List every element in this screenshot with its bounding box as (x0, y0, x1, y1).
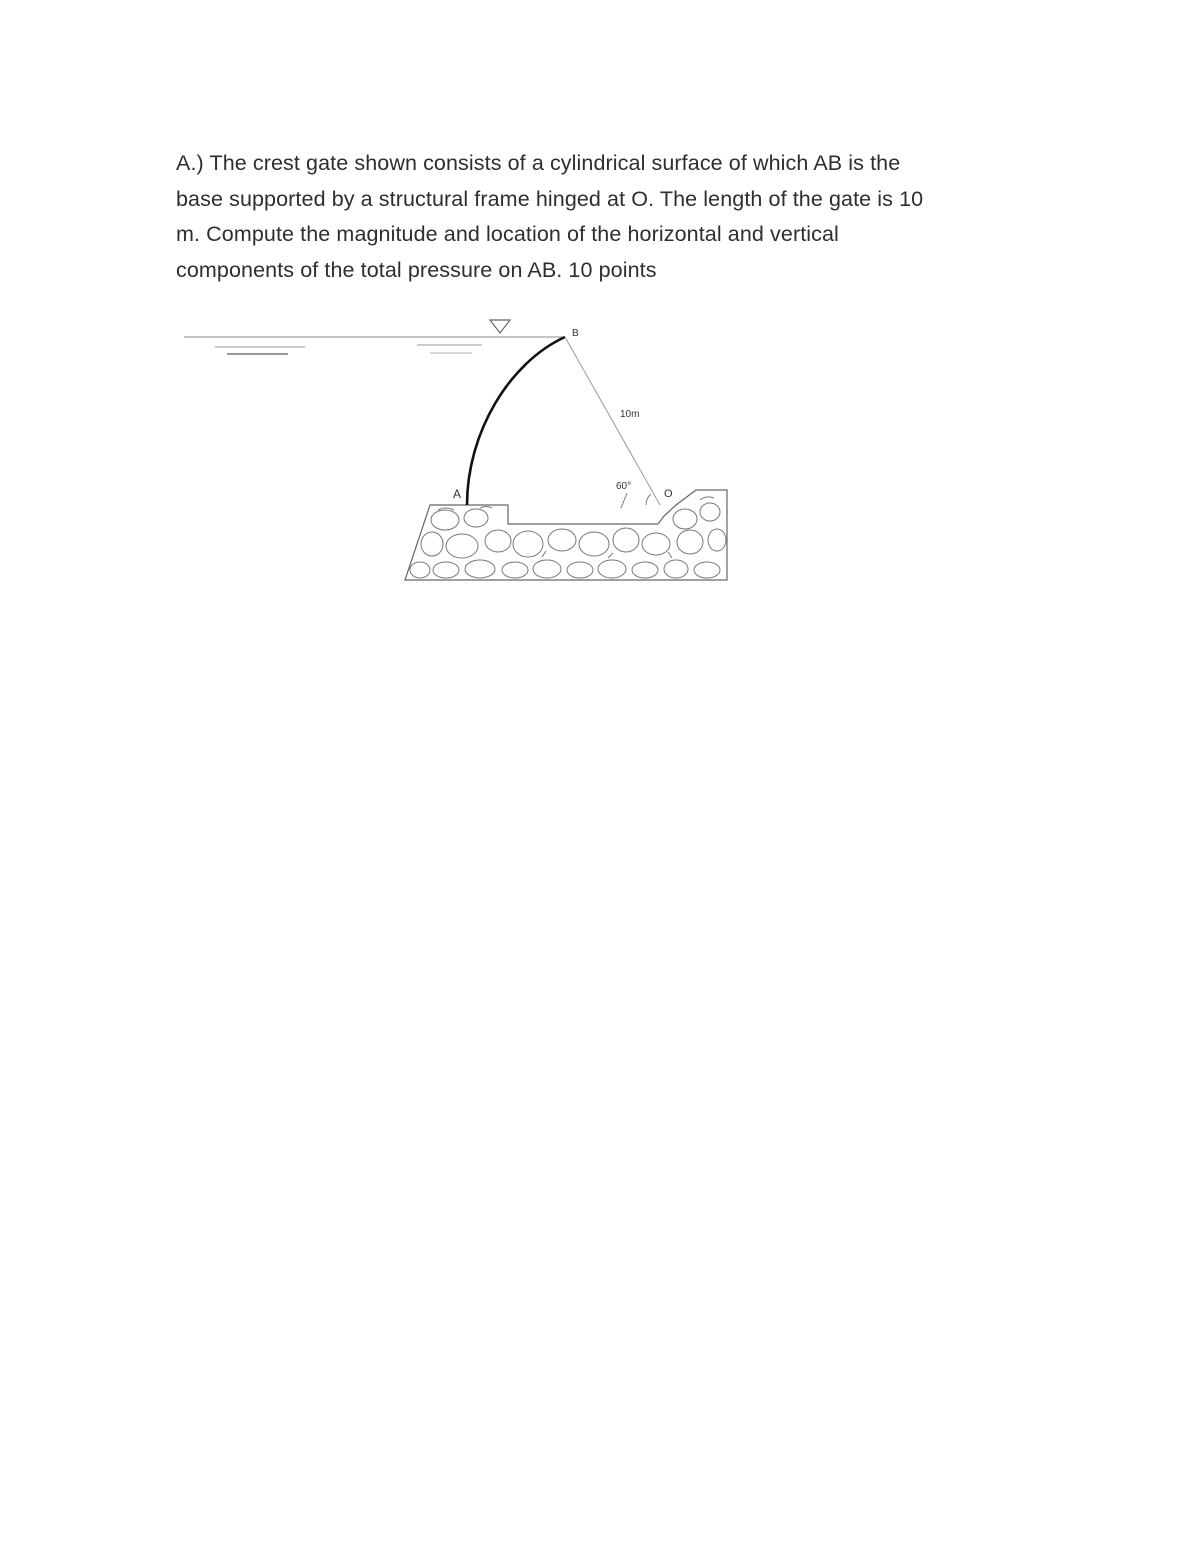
label-o: O (664, 488, 673, 500)
foundation-outline (405, 490, 727, 580)
radius-label: 10m (620, 409, 640, 420)
gate-surface-ab (467, 337, 565, 505)
rubble-stones (410, 497, 726, 578)
angle-label: 60° (616, 481, 632, 492)
problem-line-1: A.) The crest gate shown consists of a cylindrical surface of which AB is the (176, 151, 901, 175)
problem-line-3: m. Compute the magnitude and location of the horizontal and vertical (176, 222, 839, 246)
angle-arc (646, 494, 651, 505)
label-b: B (572, 328, 579, 339)
problem-line-2: base supported by a structural frame hinged at O. The length of the gate is 10 (176, 186, 924, 211)
label-a: A (453, 487, 462, 501)
problem-line-4: components of the total pressure on AB. 10 points (176, 257, 657, 282)
angle-pointer (621, 493, 627, 508)
problem-statement (176, 146, 1026, 288)
crest-gate-svg (180, 312, 740, 592)
radius-line-bo (565, 337, 660, 505)
crest-gate-diagram (180, 312, 740, 592)
free-surface-triangle-icon (490, 320, 510, 333)
